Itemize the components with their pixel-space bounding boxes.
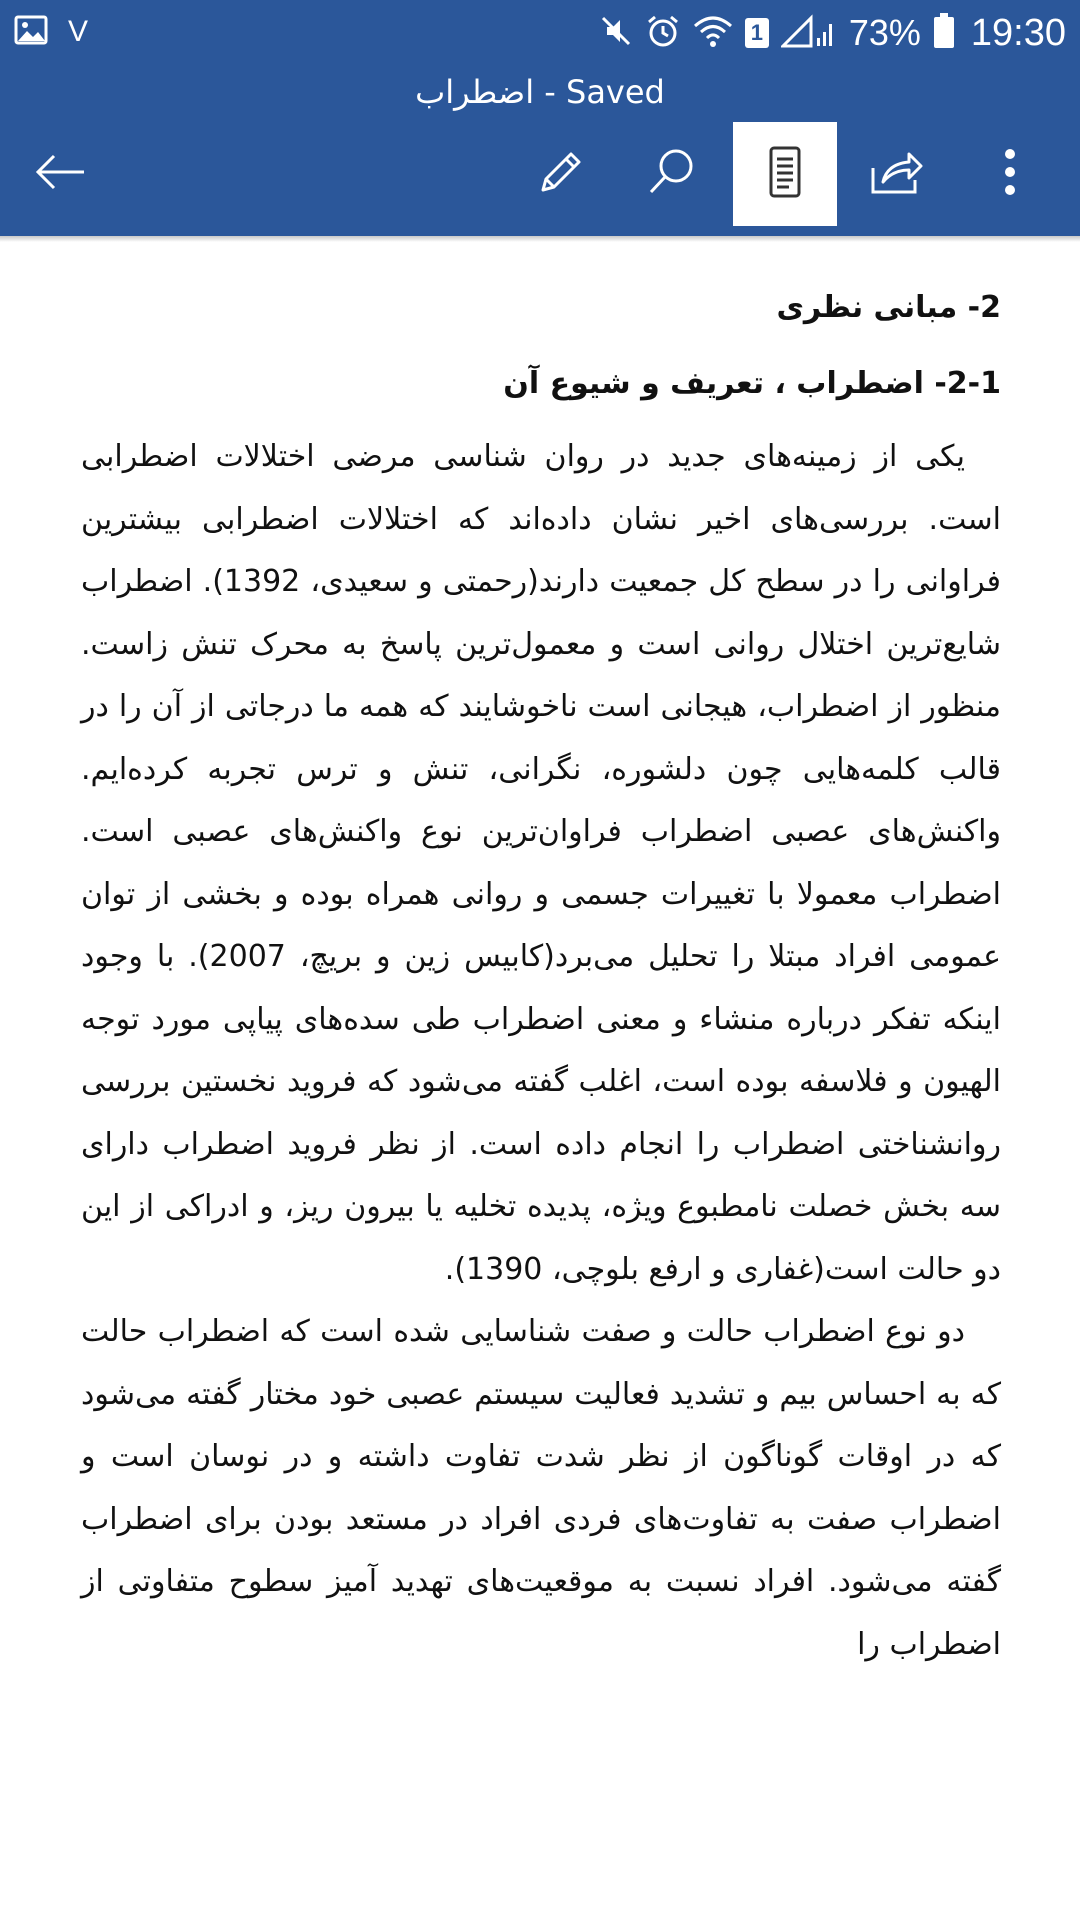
edit-pencil-icon <box>535 146 587 202</box>
section-subheading: 2-1- اضطراب ، تعریف و شیوع آن <box>503 366 1001 401</box>
alarm-icon <box>645 13 681 54</box>
status-bar <box>0 0 1080 66</box>
reading-view-icon <box>765 145 805 203</box>
sim-icon: 1 <box>745 18 769 48</box>
reading-view-button[interactable] <box>733 122 837 226</box>
back-arrow-icon <box>34 152 86 196</box>
document-view[interactable] <box>0 242 1080 1920</box>
wifi-icon <box>693 14 733 53</box>
section-heading: 2- مبانی نظری <box>776 290 1001 325</box>
back-button[interactable] <box>8 122 112 226</box>
more-options-button[interactable] <box>958 122 1062 226</box>
signal-icon <box>781 14 837 53</box>
status-left <box>14 12 88 52</box>
search-button[interactable] <box>620 122 724 226</box>
battery-percent: 73% <box>848 12 921 53</box>
more-vertical-icon <box>1003 148 1017 200</box>
status-right <box>587 10 1066 56</box>
document-title: اضطراب - Saved <box>0 66 1080 118</box>
status-left-label: V <box>68 15 89 48</box>
edit-button[interactable] <box>509 122 613 226</box>
status-time: 19:30 <box>970 12 1066 54</box>
app-toolbar <box>0 118 1080 236</box>
gallery-icon <box>14 15 48 50</box>
battery-icon <box>933 13 955 54</box>
share-icon <box>869 146 925 202</box>
share-button[interactable] <box>845 122 949 226</box>
paragraph-1: یکی از زمینه‌های جدید در روان شناسی مرضی اختلالات اضطرابی است. بررسی‌های اخیر نشان داده‌اند که اختلالات اضطرابی بیشترین فراوانی را در سطح کل جمعیت دارند(رحمتی و سعیدی، 1392). اضطراب شایع‌ترین اختلال روانی است و معمول‌ترین پاسخ به محرک تنش زاست. منظور از اضطراب، هیجانی است ناخوشایند که همه ما درجاتی از آن را در قالب کلمه‌هایی چون دلشوره، نگرانی، تنش و ترس تجربه کرده‌ایم. واکنش‌های عصبی اضطراب فراوان‌ترین نوع واکنش‌های عصبی است. اضطراب معمولا با تغییرات جسمی و روانی همراه بوده و بخشی از توان عمومی افراد مبتلا را تحلیل می‌برد(کابیس زین و بریچ، 2007). با وجود اینکه تفکر درباره منشاء و معنی اضطراب طی سده‌های پیاپی مورد توجه الهیون و فلاسفه بوده است، اغلب گفته می‌شود که فروید نخستین بررسی روانشناختی اضطراب را انجام داده است. از نظر فروید اضطراب دارای سه بخش خصلت نامطبوع ویژه، پدیده تخلیه یا بیرون ریز، و ادراکی از این دو حالت است(غفاری و ارفع بلوچی، 1390). <box>81 439 1001 1287</box>
paragraph-2: دو نوع اضطراب حالت و صفت شناسایی شده است که اضطراب حالت که به احساس بیم و تشدید فعالیت سیستم عصبی خود مختار گفته می‌شود که در اوقات گوناگون از نظر شدت تفاوت داشته و در نوسان است و اضطراب صفت به تفاوت‌های فردی افراد در مستعد بودن برای اضطراب گفته می‌شود. افراد نسبت به موقعیت‌های تهدید آمیز سطوح متفاوتی از اضطراب را <box>81 1314 1001 1662</box>
document-content <box>81 284 1001 1676</box>
mute-icon <box>599 14 633 53</box>
search-icon <box>644 144 700 204</box>
